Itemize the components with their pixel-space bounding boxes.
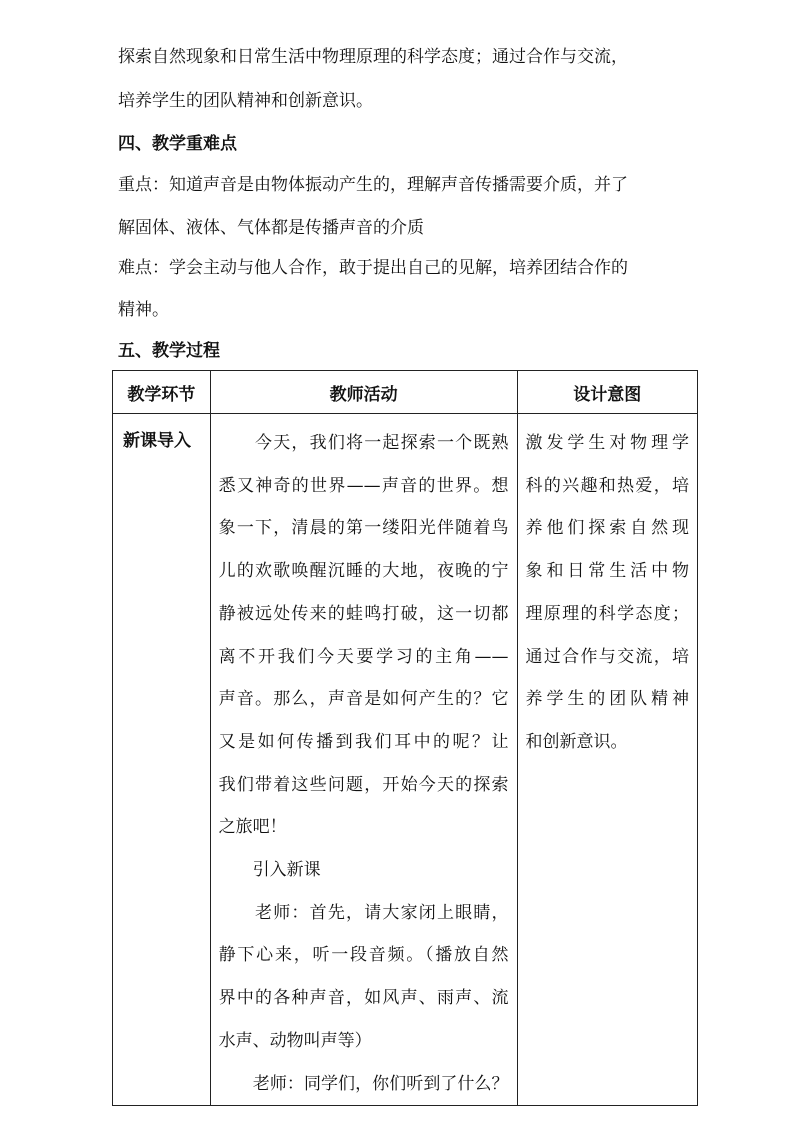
activity-line: 象一下，清晨的第一缕阳光伴随着鸟	[218, 518, 509, 539]
intro-line-2: 培养学生的团队精神和创新意识。	[118, 91, 373, 111]
intent-line: 象和日常生活中物	[525, 561, 689, 582]
activity-line: 老师：同学们，你们听到了什么？	[218, 1073, 509, 1094]
intent-line: 理原理的科学态度；	[525, 603, 689, 624]
intent-line: 通过合作与交流，培	[525, 646, 689, 667]
activity-line: 又是如何传播到我们耳中的呢？让	[218, 731, 509, 752]
difficult-point-line-1: 难点：学会主动与他人合作，敢于提出自己的见解，培养团结合作的	[118, 258, 628, 278]
difficult-point-line-2: 精神。	[118, 300, 169, 320]
header-stage: 教学环节	[113, 371, 211, 414]
activity-line: 静被远处传来的蛙鸣打破，这一切都	[218, 603, 509, 624]
section-4-title: 四、教学重难点	[118, 134, 237, 154]
key-point-line-2: 解固体、液体、气体都是传播声音的介质	[118, 218, 424, 238]
teaching-process-table	[112, 370, 698, 1106]
activity-line: 声音。那么，声音是如何产生的？它	[218, 689, 509, 710]
section-5-title: 五、教学过程	[118, 341, 220, 361]
activity-line: 界中的各种声音，如风声、雨声、流	[218, 988, 509, 1009]
intent-line: 科的兴趣和热爱，培	[525, 475, 689, 496]
table-row	[113, 414, 698, 1106]
intent-line: 养学生的团队精神	[525, 689, 689, 710]
activity-line: 静下心来，听一段音频。（播放自然	[218, 945, 509, 966]
design-intent-cell	[517, 414, 697, 1106]
intent-line: 养他们探索自然现	[525, 518, 689, 539]
activity-line: 水声、动物叫声等）	[218, 1030, 372, 1051]
activity-line: 悉又神奇的世界——声音的世界。想	[218, 475, 509, 496]
activity-line: 老师：首先，请大家闭上眼睛，	[218, 902, 509, 923]
teacher-activity-cell	[210, 414, 517, 1106]
table-header-row	[113, 371, 698, 414]
design-intent-text	[518, 414, 697, 764]
activity-line: 离不开我们今天要学习的主角——	[218, 646, 509, 667]
key-point-line-1: 重点：知道声音是由物体振动产生的，理解声音传播需要介质，并了	[118, 175, 628, 195]
activity-line: 引入新课	[218, 860, 321, 881]
header-design-intent: 设计意图	[517, 371, 697, 414]
header-teacher-activity: 教师活动	[210, 371, 517, 414]
intent-line: 激发学生对物理学	[525, 433, 689, 453]
activity-line: 今天，我们将一起探索一个既熟	[218, 433, 509, 453]
intro-line-1: 探索自然现象和日常生活中物理原理的科学态度；通过合作与交流，	[118, 47, 628, 67]
intent-line: 和创新意识。	[525, 731, 628, 752]
activity-line: 儿的欢歌唤醒沉睡的大地，夜晚的宁	[218, 561, 509, 582]
activity-line: 我们带着这些问题，开始今天的探索	[218, 774, 509, 795]
stage-cell: 新课导入	[113, 414, 211, 1106]
activity-line: 之旅吧！	[218, 817, 287, 838]
teacher-activity-text	[211, 414, 517, 1105]
